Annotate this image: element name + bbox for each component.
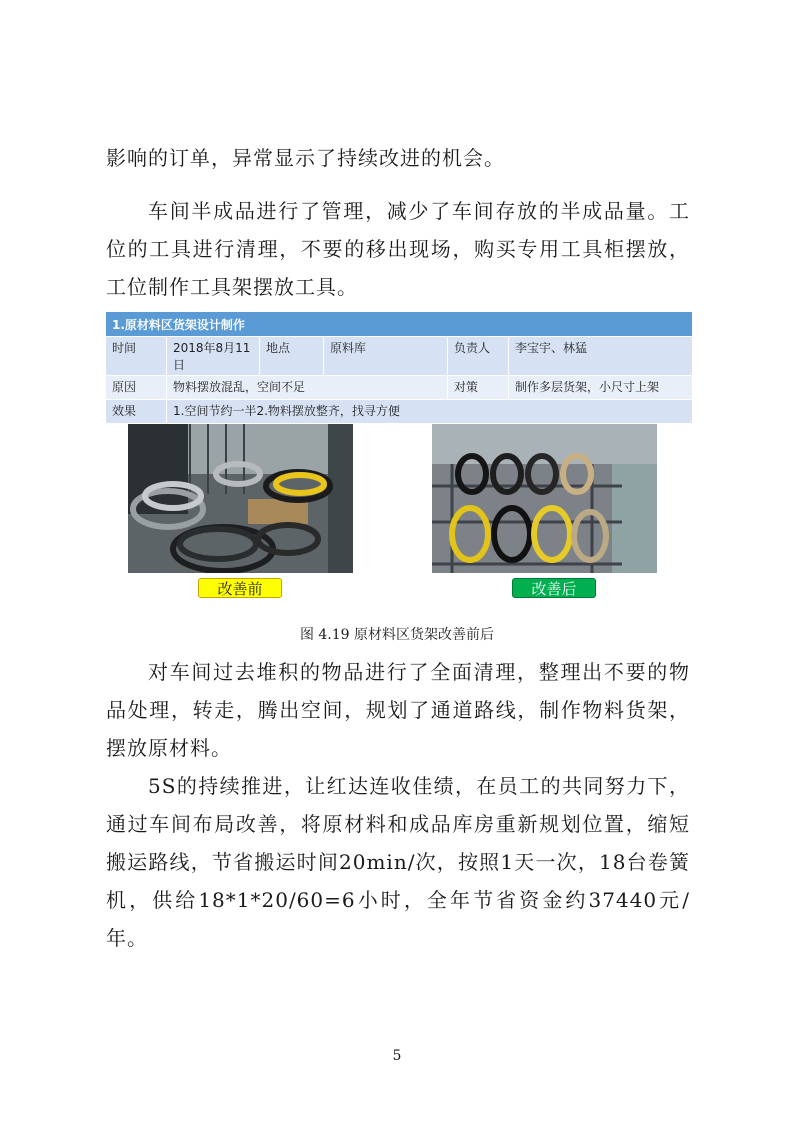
place-value: 原料库 (324, 337, 448, 376)
effect-value: 1.空间节约一半2.物料摆放整齐，找寻方便 (167, 400, 693, 424)
paragraph-3: 对车间过去堆积的物品进行了全面清理，整理出不要的物品处理，转走，腾出空间，规划了通道路线，制作物料货架，摆放原材料。 (106, 660, 690, 760)
time-value: 2018年8月11日 (167, 337, 260, 376)
owner-label: 负责人 (448, 337, 509, 376)
measure-label: 对策 (448, 376, 509, 400)
after-photo (432, 424, 657, 573)
after-label: 改善后 (512, 578, 596, 598)
cause-label: 原因 (106, 376, 167, 400)
paragraph-1: 影响的订单，异常显示了持续改进的机会。 (106, 146, 505, 170)
figure-caption: 图 4.19 原材料区货架改善前后 (299, 627, 495, 643)
measure-value: 制作多层货架，小尺寸上架 (509, 376, 693, 400)
page-number: 5 (392, 1048, 402, 1064)
effect-label: 效果 (106, 400, 167, 424)
owner-value: 李宝宇、林猛 (509, 337, 693, 376)
time-label: 时间 (106, 337, 167, 376)
before-photo (128, 424, 353, 573)
paragraph-2: 车间半成品进行了管理，减少了车间存放的半成品量。工位的工具进行清理，不要的移出现场，购买专用工具柜摆放，工位制作工具架摆放工具。 (106, 199, 690, 299)
cause-value: 物料摆放混乱，空间不足 (167, 376, 448, 400)
place-label: 地点 (260, 337, 324, 376)
improvement-table (105, 311, 693, 424)
before-label: 改善前 (198, 578, 282, 598)
table-title: 1.原材料区货架设计制作 (106, 312, 693, 337)
paragraph-4: 5S的持续推进，让红达连收佳绩，在员工的共同努力下，通过车间布局改善，将原材料和成品库房重新规划位置，缩短搬运路线，节省搬运时间20min/次，按照1天一次，18台卷簧机，供给18*1*20/60=6小时，全年节省资金约37440元/年。 (106, 774, 690, 950)
